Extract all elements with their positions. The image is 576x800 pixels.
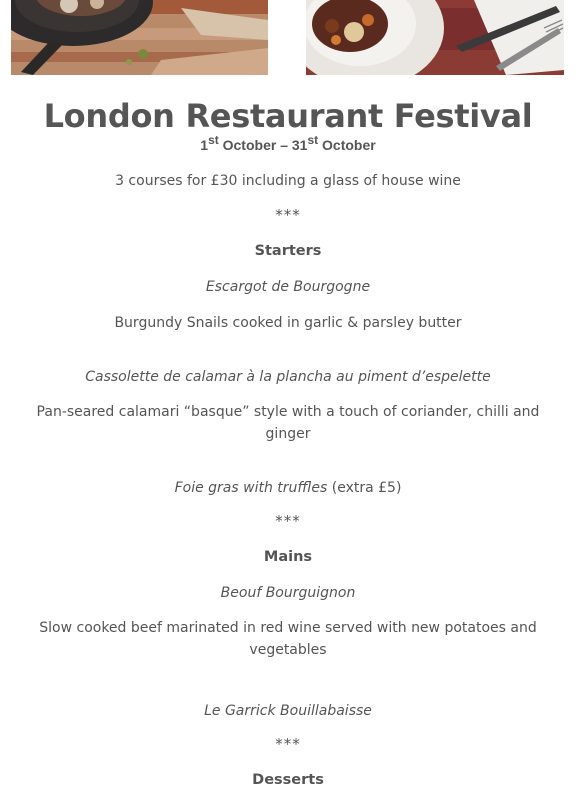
mains-heading: Mains <box>263 549 313 565</box>
start-day: 1 <box>200 137 209 153</box>
starter-3 <box>0 477 576 499</box>
end-day: 31 <box>291 137 308 153</box>
menu-content <box>0 96 576 791</box>
date-separator: – <box>280 137 288 153</box>
starter-3-extra: (extra £5) <box>331 480 402 496</box>
starter-1-description: Burgundy Snails cooked in garlic & parsley butter <box>114 315 462 331</box>
page-title: London Restaurant Festival <box>43 97 533 135</box>
main-2-name: Le Garrick Bouillabaisse <box>204 703 372 719</box>
end-day-suffix: st <box>307 133 319 147</box>
skillet-dish-photo <box>11 0 268 75</box>
divider-stars: *** <box>275 206 301 224</box>
festival-dates <box>0 133 576 154</box>
starter-2-name: Cassolette de calamar à la plancha au piment d’espelette <box>85 369 491 385</box>
starters-heading: Starters <box>254 243 322 259</box>
main-1-description: Slow cooked beef marinated in red wine served with new potatoes and vegetables <box>39 620 537 658</box>
stew-plate-photo <box>306 0 564 75</box>
header-photos <box>0 0 576 75</box>
start-day-suffix: st <box>208 133 219 147</box>
main-1-name: Beouf Bourguignon <box>220 585 356 601</box>
starter-2-description: Pan-seared calamari “basque” style with a touch of coriander, chilli and ginger <box>36 404 540 442</box>
end-month: October <box>322 137 376 153</box>
offer-text: 3 courses for £30 including a glass of house wine <box>115 173 461 189</box>
start-month: October <box>222 137 277 153</box>
desserts-heading: Desserts <box>252 772 324 788</box>
starter-3-name: Foie gras with truffles <box>174 480 328 496</box>
starter-1-name: Escargot de Bourgogne <box>205 279 371 295</box>
divider-stars: *** <box>275 735 301 753</box>
divider-stars: *** <box>275 512 301 530</box>
